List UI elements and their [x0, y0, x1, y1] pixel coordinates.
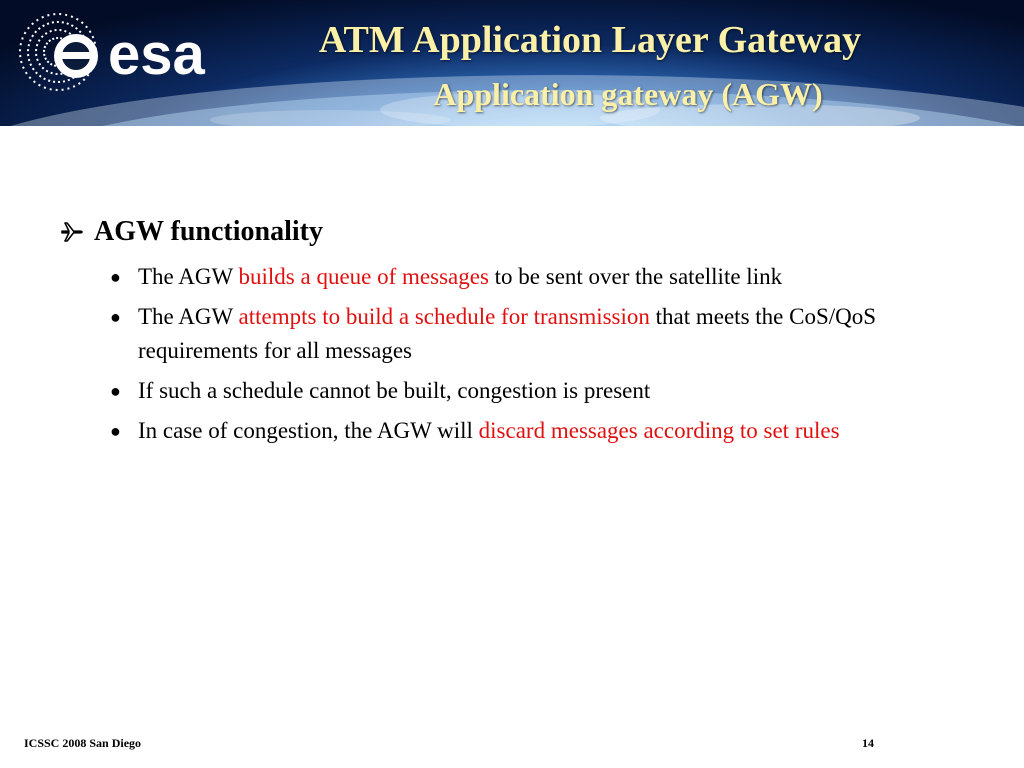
slide-header	[0, 0, 1024, 126]
bullet-dot-icon: ●	[110, 267, 121, 287]
esa-logo-text: esa	[108, 22, 205, 87]
bullet-dot-icon: ●	[110, 381, 121, 401]
bullet-text: If such a schedule cannot be built, congestion is present	[138, 378, 651, 403]
list-item	[110, 374, 948, 408]
airplane-icon	[60, 220, 84, 244]
bullet-text: The AGW	[138, 264, 239, 289]
list-item	[110, 414, 948, 448]
bullet-text: that meets the CoS/QoS requirements for all messages	[138, 304, 877, 363]
slide-title: ATM Application Layer Gateway	[318, 19, 862, 61]
slide-content	[60, 216, 960, 454]
slide-subtitle: Application gateway (AGW)	[433, 76, 823, 112]
bullet-text: In case of congestion, the AGW will	[138, 418, 479, 443]
footer-page-number: 14	[862, 736, 874, 750]
bullet-text: to be sent over the satellite link	[488, 264, 783, 289]
esa-logo	[16, 10, 246, 95]
bullet-list	[60, 260, 960, 448]
bullet-dot-icon: ●	[110, 307, 121, 327]
bullet-dot-icon: ●	[110, 421, 121, 441]
footer-conference: ICSSC 2008 San Diego	[24, 736, 142, 750]
bullet-highlight: discard messages according to set rules	[478, 418, 840, 443]
list-item	[110, 300, 948, 368]
section-heading	[60, 216, 960, 248]
section-heading-text: AGW functionality	[94, 216, 323, 247]
bullet-highlight: builds a queue of messages	[238, 264, 489, 289]
bullet-highlight: attempts to build a schedule for transmission	[238, 304, 650, 329]
list-item	[110, 260, 948, 294]
bullet-text: The AGW	[138, 304, 239, 329]
